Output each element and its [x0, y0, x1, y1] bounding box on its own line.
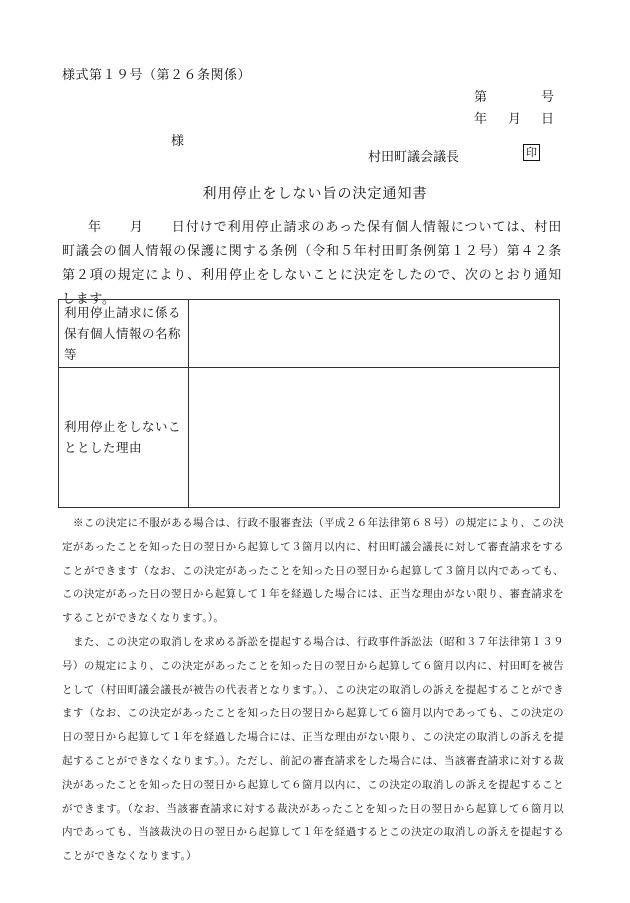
body-paragraph: 年 月 日付けで利用停止請求のあった保有個人情報については、村田町議会の個人情報の保護に関する条例（令和５年村田町条例第１２号）第４２条第２項の規定により、利用停止をしないことに決定をしたので、次のとおり通知します。	[62, 220, 562, 307]
note-lawsuit: また、この決定の取消しを求める訴訟を提起する場合は、行政事件訴訟法（昭和３７年法律第１３９号）の規定により、この決定があったことを知った日の翌日から起算して６箇月以内に、村田町を被告として（村田町議会議長が被告の代表者となります。）、この決定の取消しの訴えを提起することができます（なお、この決定があったことを知った日の翌日から起算して６箇月以内であっても、この決定の日の翌日から起算して１年を経過した場合には、正当な理由がない限り、この決定の取消しの訴えを提起することができなくなります。）。ただし、前記の審査請求をした場合には、当該審査請求に対する裁決があったことを知った日の翌日から起算して６箇月以内に、この決定の取消しの訴えを提起することができます。（なお、当該審査請求に対する裁決があったことを知った日の翌日から起算して６箇月以内であっても、当該裁決の日の翌日から起算して１年を経過するとこの決定の取消しの訴えを提起することができなくなります。）	[62, 635, 564, 863]
row-value-info-name	[189, 300, 560, 368]
number-suffix: 号	[541, 90, 555, 105]
notes-section	[62, 512, 564, 869]
row-label-info-name: 利用停止請求に係る保有個人情報の名称等	[59, 300, 189, 368]
note-appeal: ※この決定に不服がある場合は、行政不服審査法（平成２６年法律第６８号）の規定により、この決定があったことを知った日の翌日から起算して３箇月以内に、村田町議会議長に対して審査請求をすることができます（なお、この決定があったことを知った日の翌日から起算して３箇月以内であっても、この決定があった日の翌日から起算して１年を経過した場合には、正当な理由がない限り、審査請求をすることができなくなります。）。	[62, 517, 564, 625]
date-month: 月	[508, 112, 522, 127]
info-table	[58, 299, 560, 508]
date-day: 日	[541, 112, 555, 127]
form-number: 様式第１９号（第２６条関係）	[62, 68, 252, 83]
date-year: 年	[474, 112, 488, 127]
document-title: 利用停止をしない旨の決定通知書	[202, 186, 428, 202]
addressee-honorific: 様	[171, 134, 185, 149]
table-row	[59, 300, 560, 368]
table-row	[59, 368, 560, 508]
seal-mark: 印	[523, 144, 540, 161]
row-value-reason	[189, 368, 560, 508]
row-label-reason: 利用停止をしないこととした理由	[59, 368, 189, 508]
issuer-name: 村田町議会議長	[368, 150, 460, 165]
number-prefix: 第	[474, 90, 488, 105]
